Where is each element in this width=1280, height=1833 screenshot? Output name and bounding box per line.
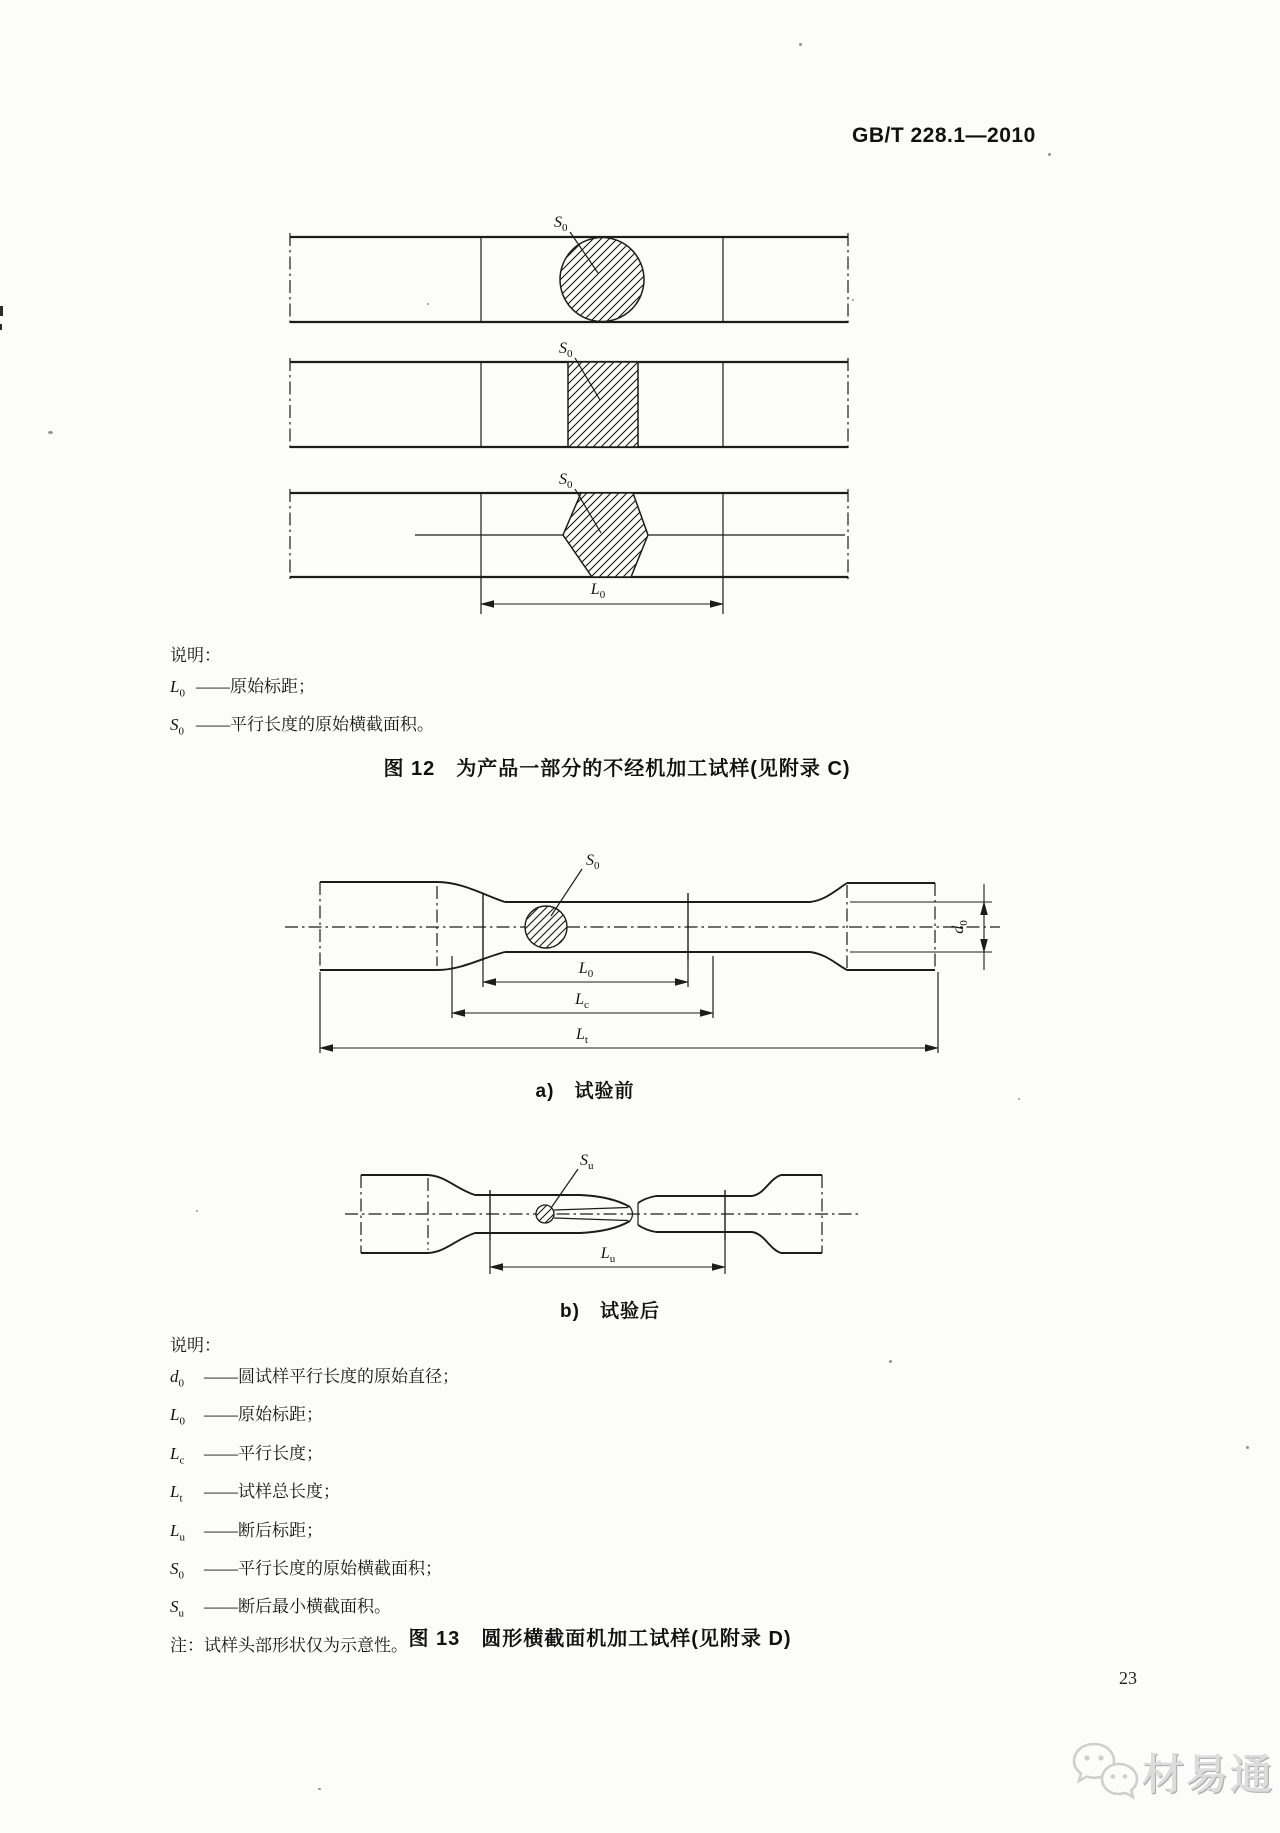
section-area-label: $S_0$ (559, 471, 573, 491)
figure13a-diagram (270, 840, 1010, 1110)
figure13-caption: 图 13 圆形横截面机加工试样(见附录 D) (408, 1628, 792, 1650)
legend-item: $d_0$ ——圆试样平行长度的原始直径； (170, 1367, 459, 1390)
watermark-text: 材易通 (1142, 1751, 1275, 1798)
legend-item: $L_u$ ——断后标距； (170, 1520, 323, 1543)
broken-specimen-outline (345, 1175, 858, 1253)
scan-speck (1246, 1446, 1249, 1449)
original-section-mark (525, 852, 600, 948)
scan-speck (889, 1360, 892, 1363)
legend-item: $S_0$ ——平行长度的原始横截面积； (170, 1558, 442, 1582)
legend-title: 说明： (170, 1336, 221, 1355)
scan-speck (1048, 153, 1051, 156)
section-area-label: $S_0$ (559, 340, 573, 360)
bar-specimen-square (290, 340, 848, 451)
legend-item: $S_u$ ——断后最小横截面积。 (170, 1597, 391, 1620)
scan-speck (1018, 1098, 1020, 1100)
figure13b-caption: b) 试验后 (560, 1301, 660, 1322)
legend-item: $L_0$ ——原始标距； (170, 677, 315, 700)
hatched-circle-section (560, 238, 644, 322)
hatched-hexagon-section (563, 493, 648, 577)
legend-item: $S_0$ ——平行长度的原始横截面积。 (170, 715, 434, 738)
dimension-label: $L_u$ (600, 1245, 616, 1265)
section-area-label: $S_0$ (586, 852, 600, 872)
legend-item: $L_t$ ——试样总长度； (170, 1482, 340, 1505)
scan-edge-mark (0, 324, 2, 330)
scan-edge-mark (0, 306, 3, 316)
dimension-label: $d_0$ (950, 920, 970, 934)
chat-bubbles-icon (1072, 1738, 1142, 1806)
legend-item: $L_c$ ——平行长度； (170, 1443, 323, 1467)
scan-speck (852, 299, 854, 301)
specimen-outline (285, 882, 1000, 970)
figure12-legend (170, 640, 434, 748)
gauge-length-dimension (481, 577, 723, 614)
final-gauge-dimension (490, 1240, 725, 1274)
watermark (1072, 1738, 1274, 1806)
page-number: 23 (1119, 1668, 1137, 1688)
figure12-diagram (260, 180, 880, 630)
hatched-section-circle (525, 906, 567, 948)
legend-item: $L_0$ ——原始标距； (170, 1405, 323, 1428)
dimension-label: $L_c$ (575, 991, 589, 1011)
scan-speck (799, 43, 802, 46)
figure13b-diagram (330, 1150, 890, 1320)
fracture-section-mark (536, 1152, 594, 1223)
hatched-square-section (568, 362, 638, 447)
figure-note: 注：试样头部形状仅为示意性。 (170, 1635, 408, 1655)
scan-speck (318, 1788, 321, 1790)
standard-number: GB/T 228.1—2010 (852, 124, 1036, 147)
bar-specimen-hexagon (290, 471, 848, 581)
dimension-label: $L_0$ (590, 581, 606, 601)
figure13-legend (170, 1330, 459, 1661)
scan-speck (196, 1210, 198, 1212)
dimension-label: $L_t$ (576, 1026, 588, 1046)
scan-speck (48, 431, 53, 434)
legend-title: 说明： (170, 646, 221, 665)
figure13a-caption: a) 试验前 (535, 1081, 635, 1102)
figure12-caption: 图 12 为产品一部分的不经机加工试样(见附录 C) (383, 758, 851, 780)
dimension-label: $L_0$ (578, 960, 594, 980)
section-area-label: $S_0$ (554, 214, 568, 234)
section-area-label: $S_u$ (580, 1152, 594, 1172)
bar-specimen-round (290, 214, 848, 326)
scan-speck (427, 303, 429, 305)
